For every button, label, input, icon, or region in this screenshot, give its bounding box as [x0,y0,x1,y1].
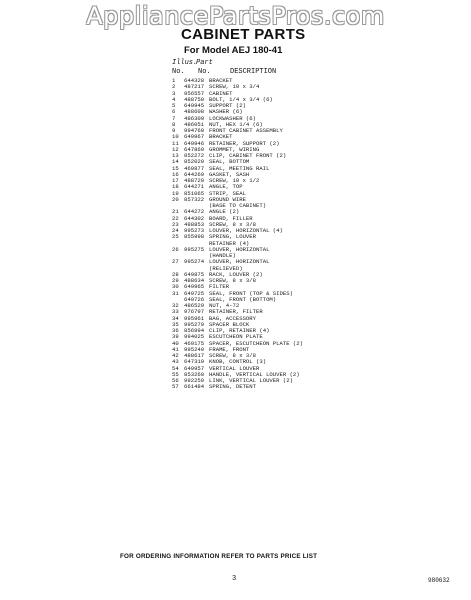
illus-no: 42 [172,352,179,359]
part-no: 995274 [184,258,205,266]
part-description: SEAL, FRONT (TOP & SIDES) [209,289,293,297]
part-no: 644269 [184,170,205,178]
part-description: BAG, ACCESSORY [209,314,256,322]
part-description: BOLT, 1/4 x 3/4 (6) [209,95,273,103]
header-part: Part [196,59,213,67]
part-description: LOCKWASHER (6) [209,114,256,122]
part-description: LOUVER, HORIZONTAL [209,245,270,253]
part-no: 995249 [184,345,205,353]
part-description: RETAINER, SUPPORT (2) [209,139,280,147]
part-description: KNOB, CONTROL (3) [209,358,267,366]
page-title: CABINET PARTS [181,26,306,43]
illus-no: 57 [172,383,179,391]
part-description: SPRING, LOUVER [209,233,256,241]
part-no: 488720 [184,177,205,184]
part-description: BOARD, FILLER [209,214,253,222]
part-no: 853260 [184,370,205,378]
illus-no: 12 [172,145,179,153]
ordering-footer: FOR ORDERING INFORMATION REFER TO PARTS PRICE LIST [120,553,318,560]
illus-no: 7 [172,114,176,122]
illus-no: 5 [172,102,176,109]
illus-no: 1 [172,77,176,84]
illus-no: 13 [172,152,179,159]
part-no: 851065 [184,189,205,197]
part-description: CLIP, CABINET FRONT (2) [209,152,287,159]
part-no: 486529 [184,302,205,309]
illus-no: 32 [172,302,179,309]
illus-no: 55 [172,370,179,378]
part-description: (HANDLE) [209,252,236,259]
part-description: BRACKET [209,77,233,84]
illus-no: 34 [172,314,179,322]
illus-no: 10 [172,133,179,141]
part-no: 994760 [184,127,205,134]
part-description: LOUVER, HORIZONTAL (4) [209,227,283,234]
illus-no: 23 [172,220,179,228]
part-description: NUT, HEX 1/4 (6) [209,120,263,128]
part-description: GASKET, SASH [209,170,250,178]
part-description: SPRING, DETENT [209,383,256,391]
part-description: FRONT CABINET ASSEMBLY [209,127,283,134]
part-no: 661484 [184,383,205,391]
illus-no: 11 [172,139,179,147]
part-no: 976797 [184,308,205,316]
part-no: 649946 [184,139,205,147]
illus-no: 27 [172,258,179,266]
part-no: 852272 [184,152,205,159]
part-description: SUPPORT (2) [209,102,246,109]
part-no: 649875 [184,270,205,278]
parts-list [172,78,402,391]
part-no: 649726 [184,295,205,303]
part-description: SCREW, 8 x 3/8 [209,352,256,359]
part-description: SCREW, 8 x 3/8 [209,277,256,284]
part-description: GROMMET, WIRING [209,145,260,153]
illus-no: 18 [172,183,179,191]
part-description: NUT, 4-72 [209,302,240,309]
document-number: 980632 [428,577,450,584]
watermark: AppliancePartsPros.com [86,2,385,30]
part-description: GROUND WIRE [209,195,246,203]
part-description: CLIP, RETAINER (4) [209,327,270,334]
part-description: LOUVER, HORIZONTAL [209,258,270,266]
parts-row [172,384,402,390]
part-no: 995961 [184,314,205,322]
part-description: ESCUTCHEON PLATE [209,333,263,341]
part-no: 649965 [184,283,205,291]
part-description: ANGLE (2) [209,208,240,216]
part-description: SCREW, 10 x 3/4 [209,83,260,91]
illus-no: 6 [172,108,176,116]
part-description: FRAME, FRONT [209,345,250,353]
part-description: LINK, VERTICAL LOUVER (2) [209,377,293,384]
part-no: 649957 [184,364,205,372]
illus-no: 29 [172,277,179,284]
part-no: 644328 [184,77,205,84]
header-no1: No. [172,68,185,76]
part-no: 649945 [184,102,205,109]
part-no: 995279 [184,320,205,328]
part-no: 486051 [184,120,205,128]
illus-no: 15 [172,164,179,172]
part-description: ANGLE, TOP [209,183,243,191]
part-description: RACK, LOUVER (2) [209,270,263,278]
illus-no: 30 [172,283,179,291]
part-description: SEAL, MEETING RAIL [209,164,270,172]
part-no: 486309 [184,114,205,122]
part-no: 992259 [184,377,205,384]
part-description: RETAINER, FILTER [209,308,263,316]
part-description: SEAL, BOTTOM [209,158,250,166]
part-description: STRIP, SEAL [209,189,246,197]
part-no: 644302 [184,214,205,222]
illus-no: 36 [172,327,179,334]
part-no: 488750 [184,95,205,103]
illus-no: 3 [172,89,176,97]
illus-no: 33 [172,308,179,316]
part-description: (RELIEVED) [209,264,243,272]
page-number: 3 [232,575,237,583]
illus-no: 43 [172,358,179,366]
part-no: 644271 [184,183,205,191]
part-description: SCREW, 10 x 1/2 [209,177,260,184]
illus-no: 16 [172,170,179,178]
part-description: SCREW, 8 x 3/8 [209,220,256,228]
illus-no: 26 [172,245,179,253]
part-no: 488853 [184,220,205,228]
part-description: SEAL, FRONT (BOTTOM) [209,295,277,303]
part-description: SPACER BLOCK [209,320,250,328]
part-description: FILTER [209,283,230,291]
part-no: 856994 [184,327,205,334]
illus-no: 21 [172,208,179,216]
part-description: WASHER (6) [209,108,243,116]
illus-no: 9 [172,127,176,134]
part-no: 488608 [184,108,205,116]
model-subtitle: For Model AEJ 180-41 [184,45,283,56]
illus-no: 2 [172,83,176,91]
part-description: VERTICAL LOUVER [209,364,260,372]
illus-no: 20 [172,195,179,203]
part-no: 469877 [184,164,205,172]
illus-no: 4 [172,95,176,103]
part-no: 852020 [184,158,205,166]
part-description: SPACER, ESCUTCHEON PLATE (2) [209,339,303,347]
illus-no: 41 [172,345,179,353]
header-description: DESCRIPTION [230,68,277,76]
part-no: 995275 [184,245,205,253]
illus-no: 31 [172,289,179,297]
part-no: 488634 [184,277,205,284]
part-no: 995273 [184,227,205,234]
part-no: 469175 [184,339,205,347]
part-no: 647319 [184,358,205,366]
illus-no: 28 [172,270,179,278]
illus-no: 25 [172,233,179,241]
part-description: CABINET [209,89,233,97]
illus-no: 19 [172,189,179,197]
part-description: HANDLE, VERTICAL LOUVER (2) [209,370,300,378]
illus-no: 17 [172,177,179,184]
illus-no: 8 [172,120,176,128]
part-no: 649725 [184,289,205,297]
part-description: BRACKET [209,133,233,141]
part-no: 487217 [184,83,205,91]
part-no: 994025 [184,333,205,341]
part-description: RETAINER (4) [209,239,250,247]
illus-no: 56 [172,377,179,384]
part-description: (BASE TO CABINET) [209,202,267,209]
illus-no: 22 [172,214,179,222]
header-no2: No. [198,68,211,76]
part-no: 647869 [184,145,205,153]
part-no: 488617 [184,352,205,359]
illus-no: 14 [172,158,179,166]
illus-no: 40 [172,339,179,347]
part-no: 857322 [184,195,205,203]
part-no: 956557 [184,89,205,97]
header-illus: Illus. [172,59,198,67]
illus-no: 35 [172,320,179,328]
illus-no: 39 [172,333,179,341]
part-no: 649967 [184,133,205,141]
illus-no: 54 [172,364,179,372]
illus-no: 24 [172,227,179,234]
part-no: 644272 [184,208,205,216]
part-no: 855998 [184,233,205,241]
